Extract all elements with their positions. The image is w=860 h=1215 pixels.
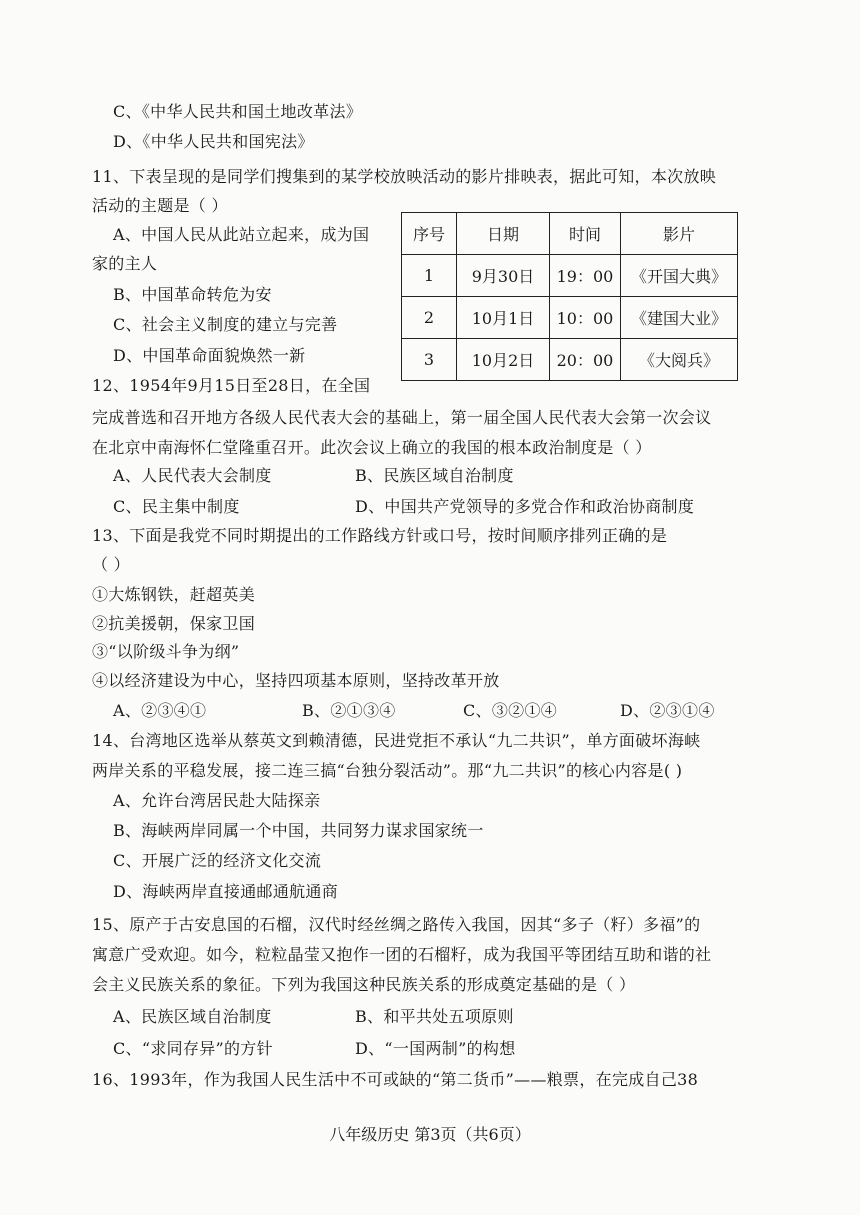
table-row <box>402 255 738 297</box>
q14-option-d: D、海峡两岸直接通邮通航通商 <box>113 882 339 901</box>
q10-option-c: C、《中华人民共和国土地改革法》 <box>113 102 363 121</box>
q11-option-a-line1: A、中国人民从此站立起来，成为国 <box>113 225 370 244</box>
q13-item-2: ②抗美援朝，保家卫国 <box>92 614 256 633</box>
table-cell: 《建国大业》 <box>621 297 738 339</box>
q11-option-d: D、中国革命面貌焕然一新 <box>113 346 306 365</box>
table-cell: 10月2日 <box>457 339 550 381</box>
q13-option-d: D、②③①④ <box>620 701 715 720</box>
q11-option-c: C、社会主义制度的建立与完善 <box>113 315 338 334</box>
q13-item-4: ④以经济建设为中心，坚持四项基本原则，坚持改革开放 <box>92 671 500 690</box>
table-cell: 《开国大典》 <box>621 255 738 297</box>
table-header-cell: 日期 <box>457 213 550 255</box>
q15-option-d: D、“一国两制”的构想 <box>355 1039 516 1058</box>
table-header-cell: 时间 <box>550 213 621 255</box>
q13-item-3: ③“以阶级斗争为纲” <box>92 642 240 661</box>
q13-option-b: B、②①③④ <box>302 701 396 720</box>
q13-stem-line2: （ ） <box>92 555 130 574</box>
table-header-row <box>402 213 738 255</box>
table-cell: 9月30日 <box>457 255 550 297</box>
q12-stem-line2: 完成普选和召开地方各级人民代表大会的基础上，第一届全国人民代表大会第一次会议 <box>92 408 712 427</box>
table-cell: 1 <box>402 255 457 297</box>
page-footer: 八年级历史 第3页（共6页） <box>329 1125 531 1144</box>
q11-stem-line1: 11、下表呈现的是同学们搜集到的某学校放映活动的影片排映表，据此可知，本次放映 <box>92 167 717 186</box>
q11-stem-line2: 活动的主题是（ ） <box>92 196 228 215</box>
table-cell: 2 <box>402 297 457 339</box>
q14-option-b: B、海峡两岸同属一个中国，共同努力谋求国家统一 <box>113 821 484 840</box>
q11-option-b: B、中国革命转危为安 <box>113 285 272 304</box>
q10-option-d: D、《中华人民共和国宪法》 <box>113 132 314 151</box>
q13-option-a: A、②③④① <box>113 701 207 720</box>
q13-item-1: ①大炼钢铁，赶超英美 <box>92 585 256 604</box>
table-row <box>402 297 738 339</box>
q15-option-c: C、“求同存异”的方针 <box>113 1039 273 1058</box>
q13-stem-line1: 13、下面是我党不同时期提出的工作路线方针或口号，按时间顺序排列正确的是 <box>92 526 668 545</box>
q16-stem-line1: 16、1993年，作为我国人民生活中不可或缺的“第二货币”——粮票，在完成自己38 <box>92 1070 699 1089</box>
q12-option-b: B、民族区域自治制度 <box>355 466 514 485</box>
q15-stem-line2: 寓意广受欢迎。如今，粒粒晶莹又抱作一团的石榴籽，成为我国平等团结互助和谐的社 <box>92 945 712 964</box>
q15-option-b: B、和平共处五项原则 <box>355 1007 514 1026</box>
q15-stem-line1: 15、原产于古安息国的石榴，汉代时经丝绸之路传入我国，因其“多子（籽）多福”的 <box>92 915 701 934</box>
q15-stem-line3: 会主义民族关系的象征。下列为我国这种民族关系的形成奠定基础的是（ ） <box>92 975 636 994</box>
table-cell: 19：00 <box>550 255 621 297</box>
film-schedule-table <box>401 212 738 381</box>
q13-option-c: C、③②①④ <box>463 701 558 720</box>
q14-stem-line1: 14、台湾地区选举从蔡英文到赖清德，民进党拒不承认“九二共识”，单方面破坏海峡 <box>92 731 701 750</box>
table-cell: 3 <box>402 339 457 381</box>
q11-option-a-line2: 家的主人 <box>92 254 158 273</box>
table-cell: 10：00 <box>550 297 621 339</box>
table-row <box>402 339 738 381</box>
q12-stem-line1: 12、1954年9月15日至28日，在全国 <box>92 376 371 395</box>
q14-stem-line2: 两岸关系的平稳发展，接二连三搞“台独分裂活动”。那“九二共识”的核心内容是( ) <box>92 761 683 780</box>
table-cell: 10月1日 <box>457 297 550 339</box>
q14-option-a: A、允许台湾居民赴大陆探亲 <box>113 791 321 810</box>
q15-option-a: A、民族区域自治制度 <box>113 1007 272 1026</box>
table-cell: 《大阅兵》 <box>621 339 738 381</box>
table-header-cell: 影片 <box>621 213 738 255</box>
q14-option-c: C、开展广泛的经济文化交流 <box>113 851 322 870</box>
q12-option-d: D、中国共产党领导的多党合作和政治协商制度 <box>355 497 695 516</box>
q12-stem-line3: 在北京中南海怀仁堂隆重召开。此次会议上确立的我国的根本政治制度是（ ） <box>92 438 652 457</box>
table-header-cell: 序号 <box>402 213 457 255</box>
q12-option-a: A、人民代表大会制度 <box>113 466 272 485</box>
table-cell: 20：00 <box>550 339 621 381</box>
q12-option-c: C、民主集中制度 <box>113 497 240 516</box>
